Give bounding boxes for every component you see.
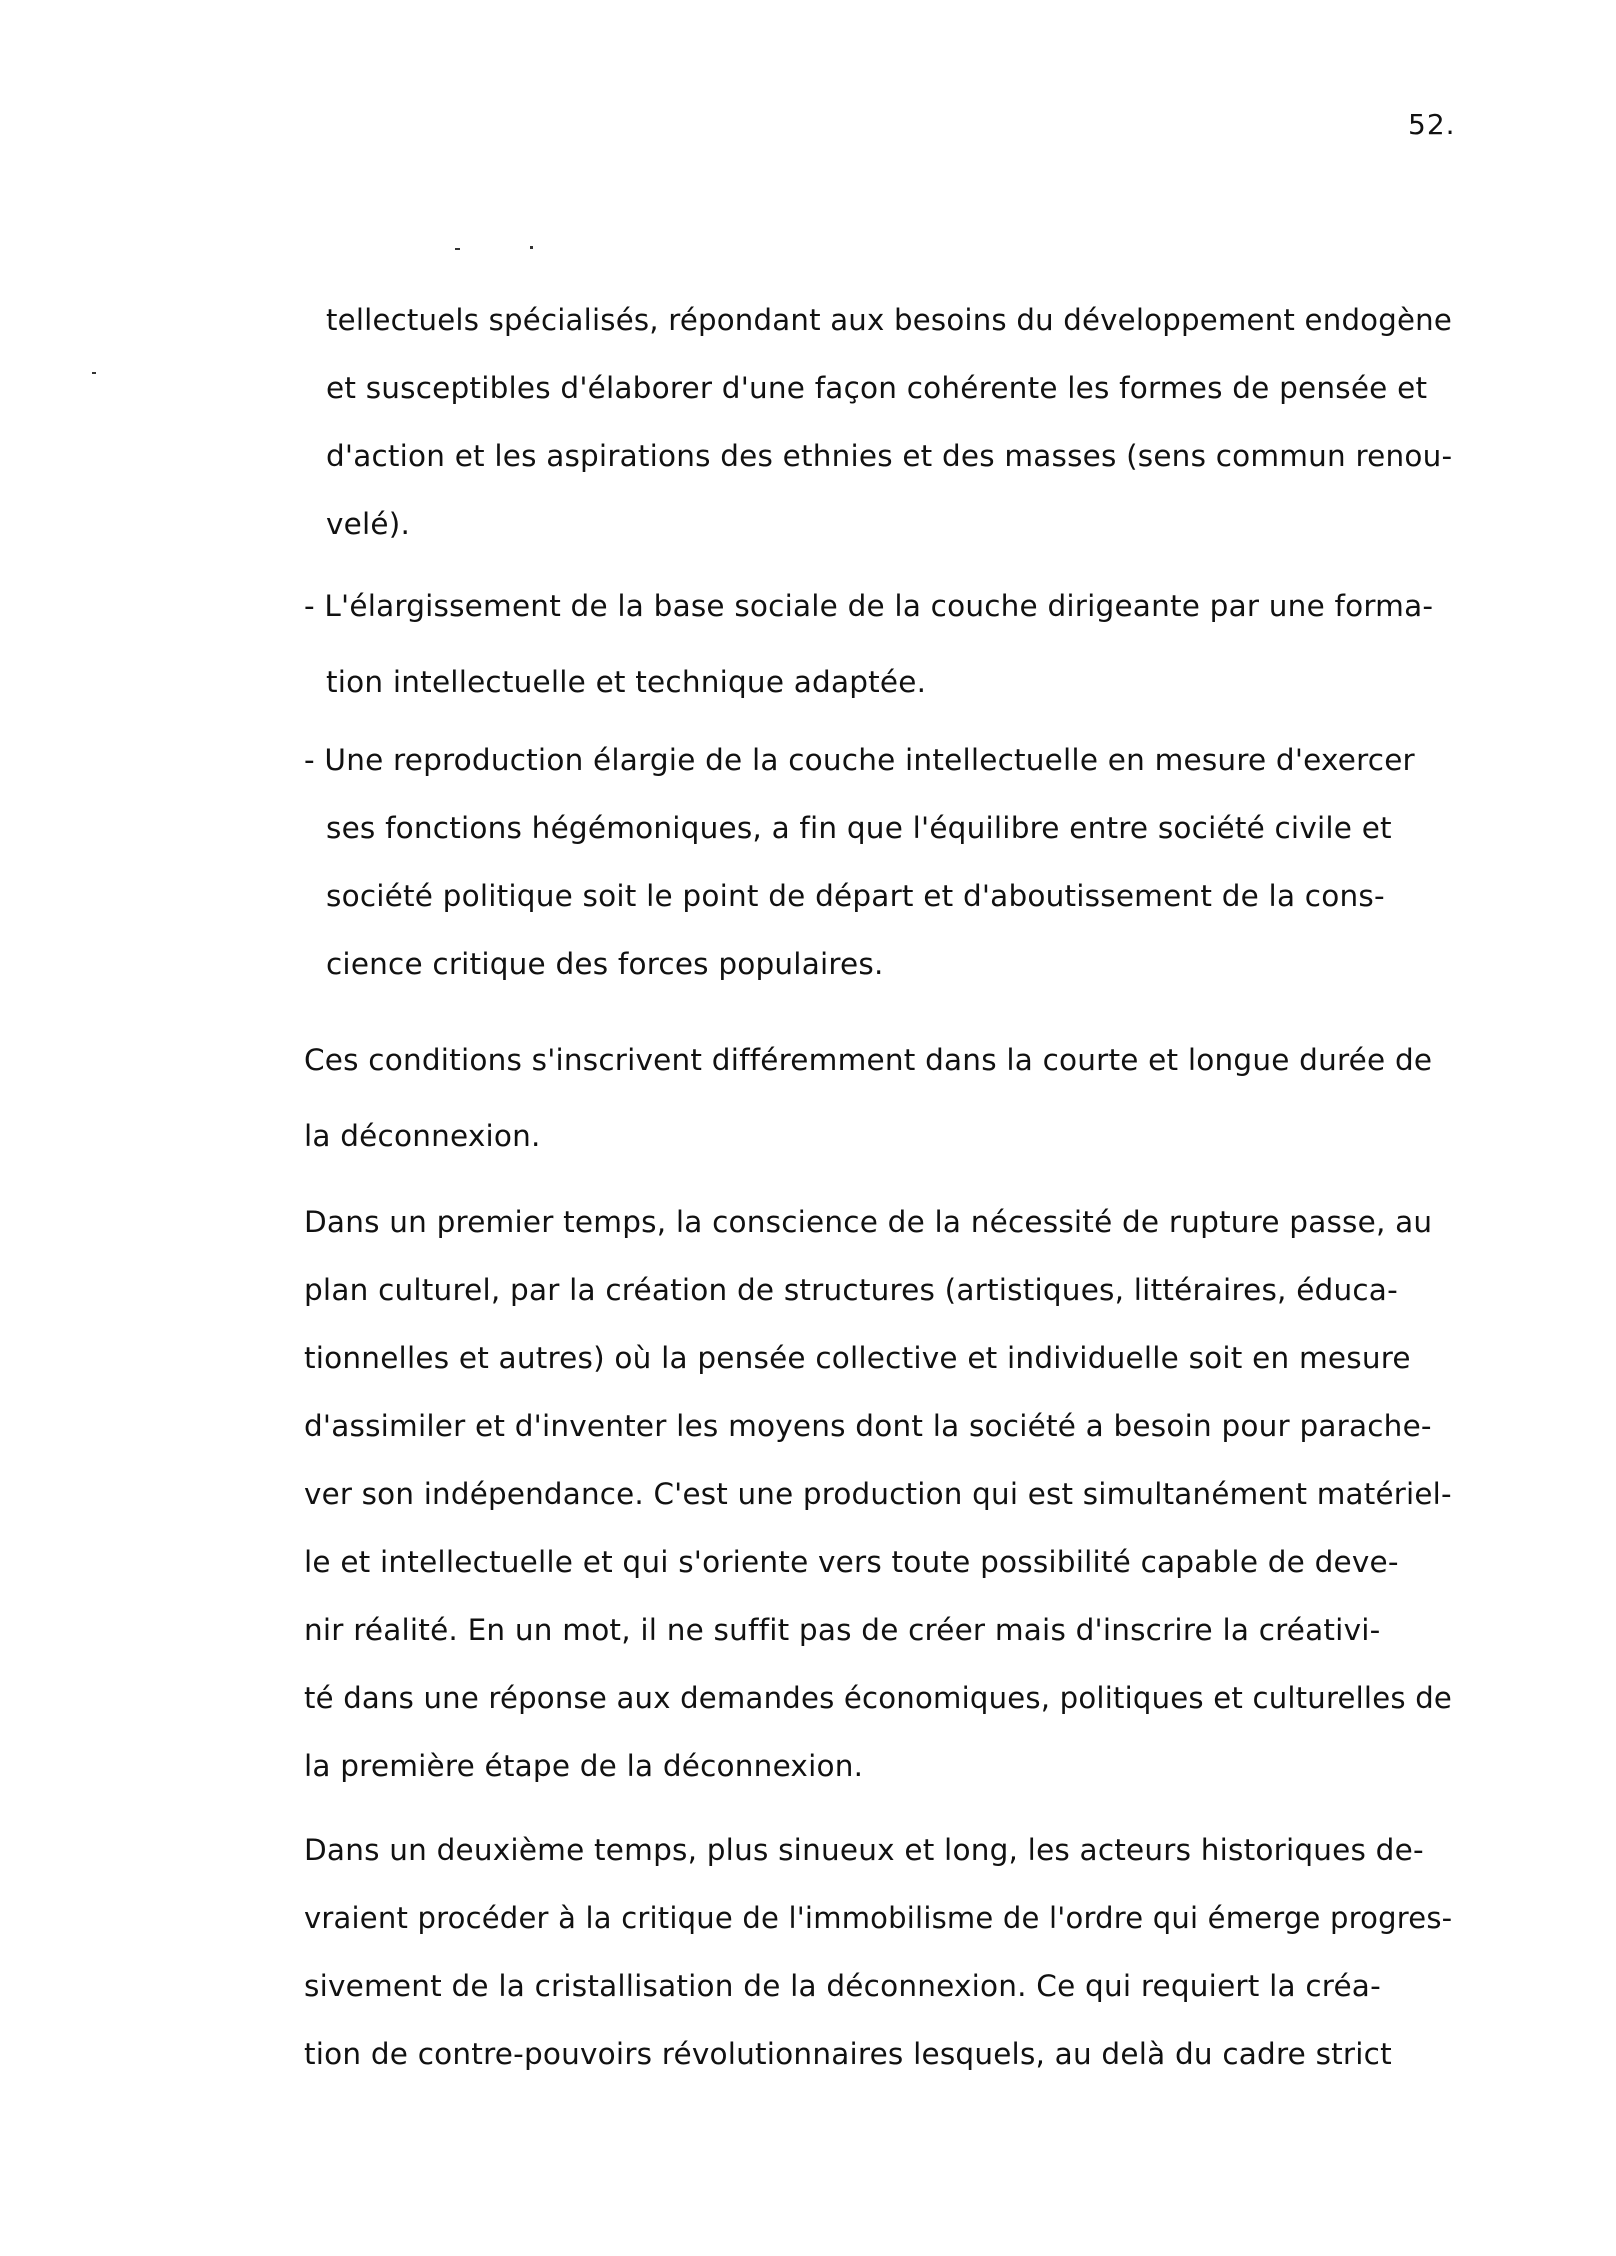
body-text-line: tionnelles et autres) où la pensée collective et individuelle soit en mesure [304,1341,1411,1375]
body-text-line: d'assimiler et d'inventer les moyens dont la société a besoin pour parache- [304,1409,1432,1443]
list-item-line: - Une reproduction élargie de la couche intellectuelle en mesure d'exercer [304,743,1415,777]
body-text-line: velé). [326,507,411,541]
body-text-line: Ces conditions s'inscrivent différemment dans la courte et longue durée de [304,1043,1433,1077]
body-text-line: Dans un premier temps, la conscience de la nécessité de rupture passe, au [304,1205,1433,1239]
body-text-line: ver son indépendance. C'est une production qui est simultanément matériel- [304,1477,1452,1511]
scan-speck [92,372,96,374]
body-text-line: plan culturel, par la création de structures (artistiques, littéraires, éduca- [304,1273,1398,1307]
body-text-line: le et intellectuelle et qui s'oriente vers toute possibilité capable de deve- [304,1545,1399,1579]
body-text-line: d'action et les aspirations des ethnies et des masses (sens commun renou- [326,439,1453,473]
page-number: 52. [1408,108,1456,141]
body-text-line: sivement de la cristallisation de la déconnexion. Ce qui requiert la créa- [304,1969,1381,2003]
list-item-line: cience critique des forces populaires. [326,947,884,981]
body-text-line: tion de contre-pouvoirs révolutionnaires lesquels, au delà du cadre strict [304,2037,1392,2071]
body-text-line: et susceptibles d'élaborer d'une façon cohérente les formes de pensée et [326,371,1428,405]
body-text-line: té dans une réponse aux demandes économiques, politiques et culturelles de [304,1681,1453,1715]
body-text-line: nir réalité. En un mot, il ne suffit pas de créer mais d'inscrire la créativi- [304,1613,1381,1647]
body-text-line: tellectuels spécialisés, répondant aux besoins du développement endogène [326,303,1453,337]
list-item-line: ses fonctions hégémoniques, a fin que l'équilibre entre société civile et [326,811,1392,845]
scan-speck [455,248,460,250]
list-item-line: - L'élargissement de la base sociale de la couche dirigeante par une forma- [304,589,1434,623]
body-text-line: la déconnexion. [304,1119,541,1153]
scan-speck [530,246,533,249]
body-text-line: la première étape de la déconnexion. [304,1749,864,1783]
list-item-line: tion intellectuelle et technique adaptée. [326,665,927,699]
body-text-line: vraient procéder à la critique de l'immobilisme de l'ordre qui émerge progres- [304,1901,1453,1935]
body-text-line: Dans un deuxième temps, plus sinueux et long, les acteurs historiques de- [304,1833,1424,1867]
list-item-line: société politique soit le point de départ et d'aboutissement de la cons- [326,879,1385,913]
